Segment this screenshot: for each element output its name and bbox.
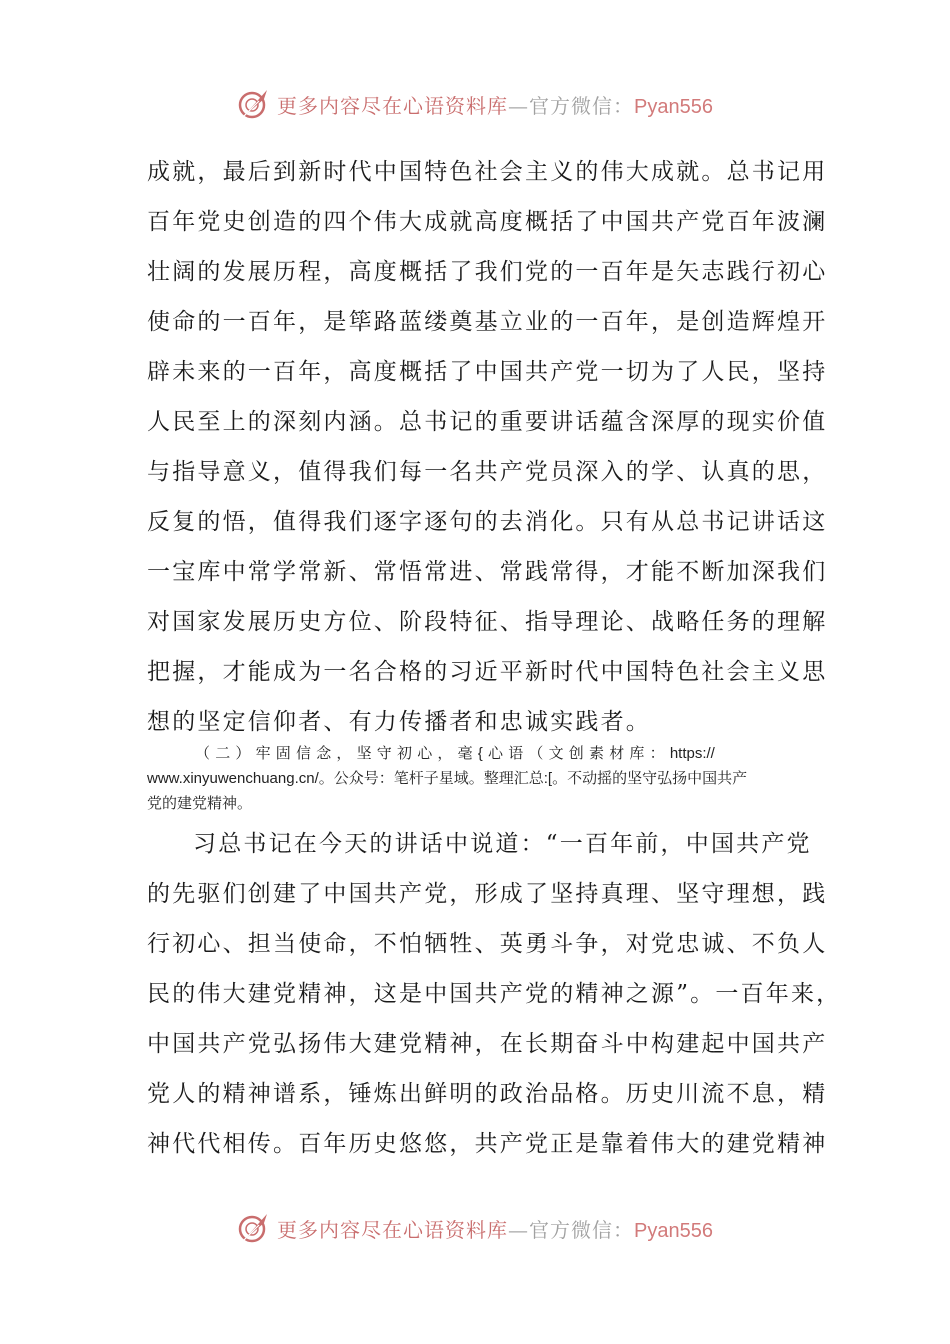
quill-logo-icon	[237, 1211, 271, 1245]
text-line: 把握，才能成为一名合格的习近平新时代中国特色社会主义思	[147, 659, 828, 685]
text-line: 习总书记在今天的讲话中说道：“一百年前，中国共产党	[193, 831, 812, 857]
text-line: 百年党史创造的四个伟大成就高度概括了中国共产党百年波澜	[147, 209, 828, 235]
body-paragraph-2	[147, 819, 842, 1169]
banner-prefix: 更多内容尽在心语资料库	[277, 1217, 509, 1242]
text-line: 民的伟大建党精神，这是中国共产党的精神之源”。一百年来，	[147, 981, 842, 1007]
text-line: 壮阔的发展历程，高度概括了我们党的一百年是矢志践行初心	[147, 259, 828, 285]
section-heading-note	[147, 741, 809, 816]
text-line: 党人的精神谱系，锤炼出鲜明的政治品格。历史川流不息，精	[147, 1081, 828, 1107]
text-line: 成就，最后到新时代中国特色社会主义的伟大成就。总书记用	[147, 159, 828, 185]
text-line: 中国共产党弘扬伟大建党精神，在长期奋斗中构建起中国共产	[147, 1031, 828, 1057]
text-line: 想的坚定信仰者、有力传播者和忠诚实践者。	[147, 709, 651, 735]
text-line: 辟未来的一百年，高度概括了中国共产党一切为了人民，坚持	[147, 359, 828, 385]
text-line: 人民至上的深刻内涵。总书记的重要讲话蕴含深厚的现实价值	[147, 409, 828, 435]
heading-line-2: www.xinyuwenchuang.cn/。公众号：笔杆子星域。整理汇总:[。不动摇的坚守弘扬中国共产	[147, 770, 748, 787]
text-line: 行初心、担当使命，不怕牺牲、英勇斗争，对党忠诚、不负人	[147, 931, 828, 957]
quill-logo-icon	[237, 87, 271, 121]
heading-line-3: 党的建党精神。	[147, 795, 253, 812]
body-paragraph-1	[147, 147, 828, 747]
banner-separator: —	[508, 93, 530, 118]
banner-separator: —	[508, 1217, 530, 1242]
heading-text: （二）牢固信念，坚守初心，毫{心语（文创素材库：	[195, 745, 670, 762]
text-line: 一宝库中常学常新、常悟常进、常践常得，才能不断加深我们	[147, 559, 828, 585]
banner-wechat-id: Pyan556	[634, 1219, 713, 1242]
text-line: 的先驱们创建了中国共产党，形成了坚持真理、坚守理想，践	[147, 881, 828, 907]
banner-text	[277, 90, 713, 119]
text-line: 使命的一百年，是筚路蓝缕奠基立业的一百年，是创造辉煌开	[147, 309, 828, 335]
text-line: 神代代相传。百年历史悠悠，共产党正是靠着伟大的建党精神	[147, 1131, 828, 1157]
footer-banner	[0, 1208, 950, 1248]
text-line: 对国家发展历史方位、阶段特征、指导理论、战略任务的理解	[147, 609, 828, 635]
banner-wechat-id: Pyan556	[634, 95, 713, 118]
banner-wechat-label: 官方微信：	[529, 93, 635, 118]
banner-text	[277, 1214, 713, 1243]
text-line: 反复的悟，值得我们逐字逐句的去消化。只有从总书记讲话这	[147, 509, 828, 535]
heading-url: https://	[669, 745, 715, 762]
heading-line-1	[147, 741, 809, 766]
banner-wechat-label: 官方微信：	[529, 1217, 635, 1242]
header-banner	[0, 84, 950, 124]
banner-prefix: 更多内容尽在心语资料库	[277, 93, 509, 118]
text-line: 与指导意义，值得我们每一名共产党员深入的学、认真的思，	[147, 459, 828, 485]
